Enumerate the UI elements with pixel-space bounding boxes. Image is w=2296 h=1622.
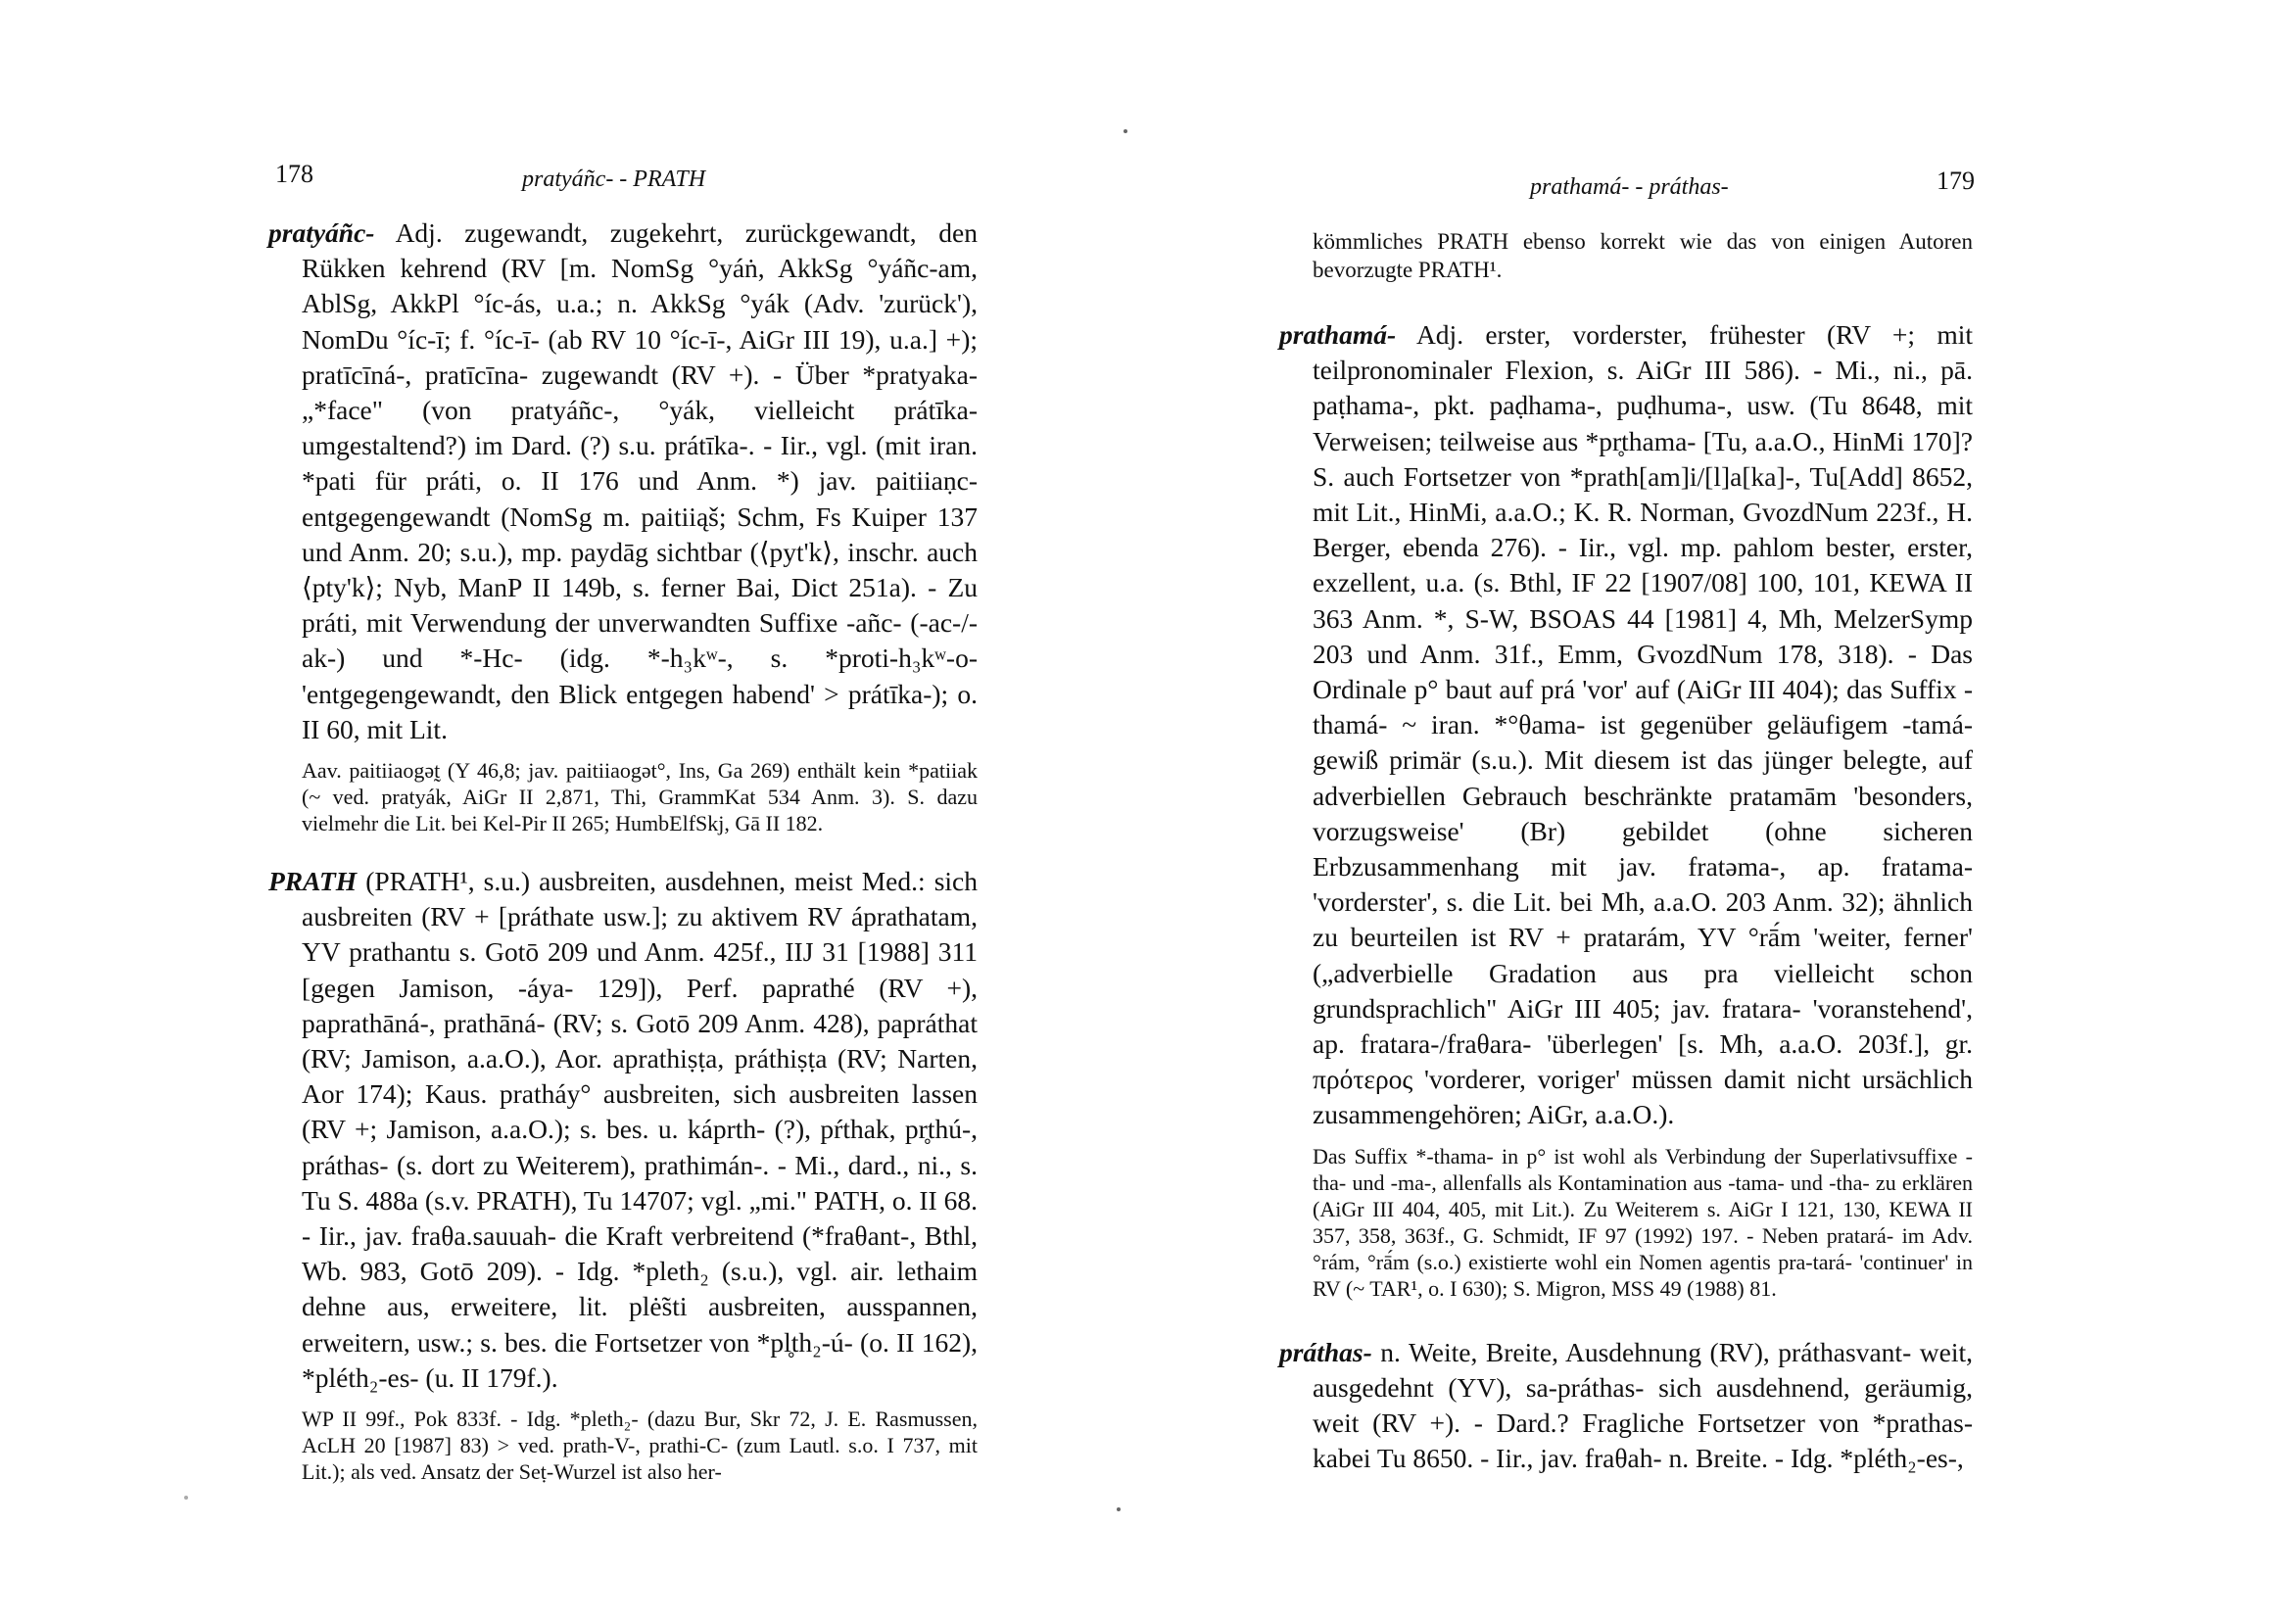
entry-text: n. Weite, Breite, Ausdehnung (RV), práthasvant- weit, ausgedehnt (YV), sa-práthas- sich ausdehnend, geräumig, weit (RV +). - Dard.? Fragliche Fortsetzer von *prathas-kabei Tu 8650. - Iir., jav. fraθah- n. Breite. - Idg. *pléth₂-es-, <box>1313 1336 1973 1474</box>
continued-note: kömmliches PRATH ebenso korrekt wie das von einigen Autoren bevorzugte PRATH¹. <box>1313 229 1973 282</box>
lemma: PRATH <box>268 866 358 897</box>
entry-pratyanc <box>268 215 978 747</box>
running-head: prathamá- - práthas- <box>1530 174 1729 200</box>
footnote: Das Suffix *-thama- in p° ist wohl als Verbindung der Superlativsuffixe -tha- und -ma-, allenfalls als Kontamination aus -tama- und -tha- zu erklären (AiGr III 404, 405, mit Lit.). Zu Weiterem s. AiGr I 121, 130, KEWA II 357, 358, 363f., G. Schmidt, IF 97 (1992) 197. - Neben pratará- im Adv. °rám, °rā́m (s.o.) existierte wohl ein Nomen agentis pra-tará- 'continuer' in RV (~ TAR¹, o. I 630); S. Migron, MSS 49 (1988) 81. <box>1313 1143 1973 1301</box>
scan-speck <box>184 1496 188 1500</box>
lemma: pratyáñc- <box>268 217 375 248</box>
page-number: 178 <box>275 160 313 188</box>
entry-prathas <box>1279 1335 1973 1477</box>
entry-text: Adj. zugewandt, zugekehrt, zurückgewandt, den Rükken kehrend (RV [m. NomSg °yáṅ, AkkSg °yáñc-am, AblSg, AkkPl °íc-ás, u.a.; n. AkkSg °yák (Adv. 'zurück'), NomDu °íc-ī; f. °íc-ī- (ab RV 10 °íc-ī-, AiGr III 19), u.a.] +); pratīcīná-, pratīcīna- zugewandt (RV +). - Über *pratyaka- „*face" (von pratyáñc-, °yák, vielleicht prátīka- umgestaltend?) im Dard. (?) s.u. prátīka-. - Iir., vgl. (mit iran. *pati für práti, o. II 176 und Anm. *) jav. paitiiaṇc- entgegengewandt (NomSg m. paitiiąš; Schm, Fs Kuiper 137 und Anm. 20; s.u.), mp. paydāg sichtbar (⟨pyt'k⟩, inschr. auch ⟨pty'k⟩; Nyb, ManP II 149b, s. ferner Bai, Dict 251a). - Zu práti, mit Verwendung der unverwandten Suffixe -añc- (-ac-/-ak-) und *-Hc- (idg. *-h₃kʷ-, s. *proti-h₃kʷ-o- 'entgegengewandt, den Blick entgegen habend' > prátīka-); o. II 60, mit Lit. <box>302 217 978 744</box>
scan-speck <box>1124 129 1127 133</box>
page-number: 179 <box>1937 167 1975 195</box>
left-column <box>268 215 978 1485</box>
footnote: Aav. paitiiaogət̰ (Y 46,8; jav. paitiiaogət°, Ins, Ga 269) enthält kein *patiiak (~ ved. pratyák, AiGr II 2,871, Thi, GrammKat 534 Anm. 3). S. dazu vielmehr die Lit. bei Kel-Pir II 265; HumbElfSkj, Gā II 182. <box>302 758 978 836</box>
entry-text: Adj. erster, vorderster, frühester (RV +; mit teilpronominaler Flexion, s. AiGr III 586). - Mi., ni., pā. paṭhama-, pkt. paḍhama-, puḍhuma-, usw. (Tu 8648, mit Verweisen; teilweise aus *pr̥thama- [Tu, a.a.O., HinMi 170]? S. auch Fortsetzer von *prath[am]i/[l]a[ka]-, Tu[Add] 8652, mit Lit., HinMi, a.a.O.; K. R. Norman, GvozdNum 223f., H. Berger, ebenda 276). - Iir., vgl. mp. pahlom bester, erster, exzellent, u.a. (s. Bthl, IF 22 [1907/08] 100, 101, KEWA II 363 Anm. *, S-W, BSOAS 44 [1981] 4, Mh, MelzerSymp 203 und Anm. 31f., Emm, GvozdNum 178, 318). - Das Ordinale p° baut auf prá 'vor' auf (AiGr III 404); das Suffix -thamá- ~ iran. *°θama- ist gegenüber geläufigem -tamá- gewiß primär (s.u.). Mit diesem ist das jünger belegte, auf adverbiellen Gebrauch beschränkte pratamām 'besonders, vorzugsweise' (Br) gebildet (ohne sicheren Erbzusammenhang mit jav. fratəma-, ap. fratama- 'vorderster', s. die Lit. bei Mh, a.a.O. 203 Anm. 32); ähnlich zu beurteilen ist RV + pratarám, YV °rā́m 'weiter, ferner' („adverbielle Gradation aus pra vielleicht schon grundsprachlich" AiGr III 405; jav. fratara- 'voranstehend', ap. fratara-/fraθara- 'überlegen' [s. Mh, a.a.O. 203f.], gr. πρότερος 'vorderer, voriger' müssen damit nicht ursächlich zusammengehören; AiGr, a.a.O.). <box>1313 319 1973 1130</box>
scan-speck <box>1117 1507 1121 1511</box>
entry-text: (PRATH¹, s.u.) ausbreiten, ausdehnen, meist Med.: sich ausbreiten (RV + [práthate usw.]; zu aktivem RV áprathatam, YV prathantu s. Gotō 209 und Anm. 425f., IIJ 31 [1988] 311 [gegen Jamison, -áya- 129]), Perf. paprathé (RV +), paprathāná-, prathāná- (RV; s. Gotō 209 Anm. 428), papráthat (RV; Jamison, a.a.O.), Aor. aprathiṣṭa, práthiṣṭa (RV; Narten, Aor 174); Kaus. pratháy° ausbreiten, sich ausbreiten lassen (RV +; Jamison, a.a.O.); s. bes. u. káprth- (?), pŕthak, pr̥thú-, práthas- (s. dort zu Weiterem), prathimán-. - Mi., dard., ni., s. Tu S. 488a (s.v. PRATH), Tu 14707; vgl. „mi." PATH, o. II 68. - Iir., jav. fraθa.sauuah- die Kraft verbreitend (*fraθant-, Bthl, Wb. 983, Gotō 209). - Idg. *pleth₂ (s.u.), vgl. air. lethaim dehne aus, erweitere, lit. plė̃sti ausbreiten, ausspannen, erweitern, usw.; s. bes. die Fortsetzer von *pl̥th₂-ú- (o. II 162), *pléth₂-es- (u. II 179f.). <box>302 866 978 1393</box>
running-head: pratyáñc- - PRATH <box>522 167 706 192</box>
footnote: WP II 99f., Pok 833f. - Idg. *pleth₂- (dazu Bur, Skr 72, J. E. Rasmussen, AcLH 20 [1987] 83) > ved. prath-V-, prathi-C- (zum Lautl. s.o. I 737, mit Lit.); als ved. Ansatz der Seṭ-Wurzel ist also her- <box>302 1407 978 1485</box>
right-page <box>1148 0 2296 1622</box>
entry-prathama <box>1279 317 1973 1133</box>
lemma: práthas- <box>1279 1336 1372 1367</box>
entry-prath <box>268 864 978 1396</box>
lemma: prathamá- <box>1279 319 1397 350</box>
right-column <box>1279 227 1973 1476</box>
